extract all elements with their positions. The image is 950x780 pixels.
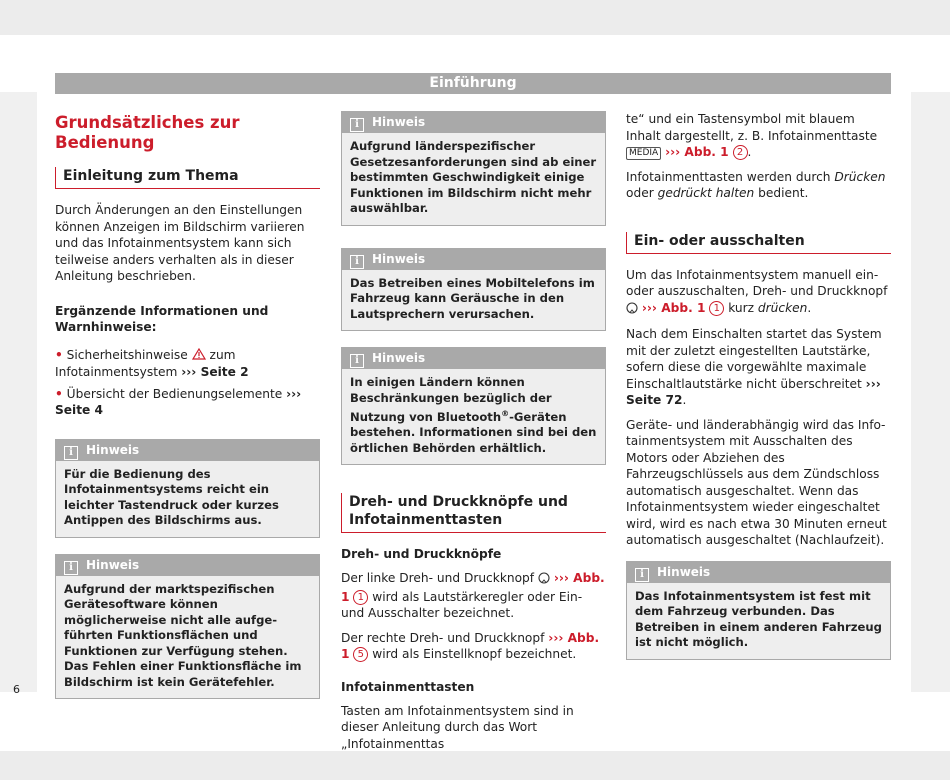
- subheading-drehknoepfe: Dreh- und Druckknöpfe: [341, 547, 502, 562]
- note-header: i Hinweis: [342, 249, 605, 270]
- note-header: i Hinweis: [342, 112, 605, 133]
- xref-link-seite-72[interactable]: ››› Seite 72: [626, 376, 881, 407]
- note-header: i Hinweis: [342, 348, 605, 369]
- paragraph-right-knob: Der rechte Dreh- und Druckknopf ››› Abb. 1 5 wird als Einstellknopf bezeichnet.: [341, 630, 600, 662]
- callout-number: 5: [353, 647, 368, 662]
- note-header: i Hinweis: [627, 562, 890, 583]
- section-title-einleitung: Einleitung zum Thema: [55, 167, 320, 189]
- paragraph-auto-off: Geräte- und länderabhängig wird das Infotainmentsystem mit Ausschalten des Motors oder Abziehen des Fahrzeugschlüssels aus dem Zündschloss automatisch ausgeschaltet. Wenn das Infotainmentsystem wieder eingeschaltet wird, wird es nach etwa 30 Minuten erneut automatisch ausgeschaltet (Nachlaufzeit).: [626, 417, 887, 547]
- callout-number: 1: [353, 590, 368, 605]
- note-text: Aufgrund der marktspezifischen Gerätesoftware können möglicherweise nicht alle aufgeführten Funktionsflächen und Funktionen zur Verfügung stehen. Das Fehlen einer Funktionsfläche im Bildschirm ist kein Gerätefehler.: [64, 581, 302, 689]
- column-2: [341, 111, 606, 760]
- list-item: • Sicherheitshinweise zum Infotainmentsystem ››› Seite 2: [55, 347, 249, 379]
- note-box: [341, 248, 606, 332]
- note-text: Für die Bedienung des Infotainmentsystems reicht ein leichter Tastendruck oder kurzes Antippen des Bildschirms aus.: [64, 466, 279, 527]
- callout-number: 1: [709, 301, 724, 316]
- paragraph-key-symbol: te“ und ein Tastensymbol mit blauem Inhalt dargestellt, z. B. Infotainmenttaste MEDIA ››› Abb. 1 2 .: [626, 112, 878, 159]
- note-header: i Hinweis: [56, 555, 319, 576]
- note-text: In einigen Ländern können Beschränkungen bezüglich der Nutzung von Bluetooth®-Geräten bestehen. Informationen sind bei den örtlichen Behörden erhältlich.: [350, 375, 597, 455]
- column-3: [626, 111, 891, 676]
- note-header: i Hinweis: [56, 440, 319, 461]
- info-icon: i: [350, 118, 364, 132]
- note-box: [55, 554, 320, 700]
- note-text: Das Betreiben eines Mobiltelefons im Fahrzeug kann Geräusche in den Lautsprechern verursachen.: [350, 275, 595, 321]
- note-box: [626, 561, 891, 660]
- note-box: [55, 439, 320, 538]
- section-title-drehknoepfe: Dreh- und Druckknöpfe und Infotainmenttasten: [341, 493, 606, 533]
- warning-triangle-icon: [192, 348, 206, 365]
- info-icon: i: [350, 255, 364, 269]
- figure-ref-link[interactable]: ››› Abb. 1: [341, 630, 600, 662]
- paragraph-startup-volume: Nach dem Einschalten startet das System mit der zuletzt eingestellten Lautstärke, sofern diese die vorgewählte maximale Einschaltlautstärke nicht überschreitet ››› Seite 72.: [626, 327, 882, 407]
- subheading-infotainmenttasten: Infotainmenttasten: [341, 679, 475, 694]
- intro-paragraph: Durch Änderungen an den Einstellungen können Anzeigen im Bildschirm variieren und das Infotainmentsystem kann sich teilweise anders verhalten als in dieser Anleitung beschrieben.: [55, 203, 305, 283]
- bullet-icon: •: [55, 347, 63, 362]
- paragraph-infotainment-keys: Tasten am Infotainmentsystem sind in dieser Anleitung durch das Wort „Infotainmenttas: [341, 703, 574, 751]
- section-title-ein-aus: Ein- oder ausschalten: [626, 232, 891, 254]
- info-icon: i: [350, 354, 364, 368]
- list-item: • Übersicht der Bedienungselemente ››› Seite 4: [55, 386, 302, 417]
- column-1: [55, 111, 320, 715]
- knob-icon: [626, 302, 638, 319]
- figure-ref-link[interactable]: ››› Abb. 1: [665, 145, 729, 159]
- left-gutter: [0, 92, 37, 692]
- xref-link-seite-4[interactable]: ››› Seite 4: [55, 386, 302, 417]
- bullet-icon: •: [55, 386, 63, 401]
- info-icon: i: [635, 568, 649, 582]
- info-icon: i: [64, 446, 78, 460]
- paragraph-left-knob: Der linke Dreh- und Druckknopf ››› Abb. 1 1 wird als Lautstärkeregler oder Ein- und Ausschalter bezeichnet.: [341, 571, 605, 621]
- note-box: [341, 111, 606, 226]
- note-text: Aufgrund länderspezifischer Gesetzesanforderungen sind ab einer bestimmten Geschwindigkeit einige Funktionen im Bildschirm nicht mehr auswählbar.: [350, 139, 597, 215]
- chapter-header: Einführung: [55, 73, 891, 94]
- xref-link-seite-2[interactable]: ››› Seite 2: [181, 365, 249, 379]
- note-box: [341, 347, 606, 465]
- figure-ref-link[interactable]: ››› Abb. 1: [641, 300, 706, 315]
- callout-number: 2: [733, 145, 748, 160]
- extra-info-heading: Ergänzende Informationen und Warnhinweise:: [55, 303, 269, 334]
- knob-icon: [538, 572, 550, 589]
- right-gutter: [911, 92, 950, 692]
- note-text: Das Infotainmentsystem ist fest mit dem Fahrzeug verbunden. Das Betreiben in einem anderen Fahrzeug ist nicht möglich.: [635, 588, 882, 649]
- page-title: Grundsätzliches zur Bedienung: [55, 113, 240, 152]
- page-number: 6: [13, 683, 20, 696]
- figure-ref-link[interactable]: ››› Abb. 1: [341, 571, 605, 604]
- info-icon: i: [64, 561, 78, 575]
- paragraph-press-keys: Infotainmenttasten werden durch Drücken oder gedrückt halten bedient.: [626, 169, 886, 200]
- paragraph-switch-on-off: Um das Infotainmentsystem manuell ein- oder auszuschalten, Dreh- und Druckknopf ››› Abb. 1 1 kurz drücken.: [626, 267, 891, 319]
- media-key-symbol: MEDIA: [626, 147, 661, 160]
